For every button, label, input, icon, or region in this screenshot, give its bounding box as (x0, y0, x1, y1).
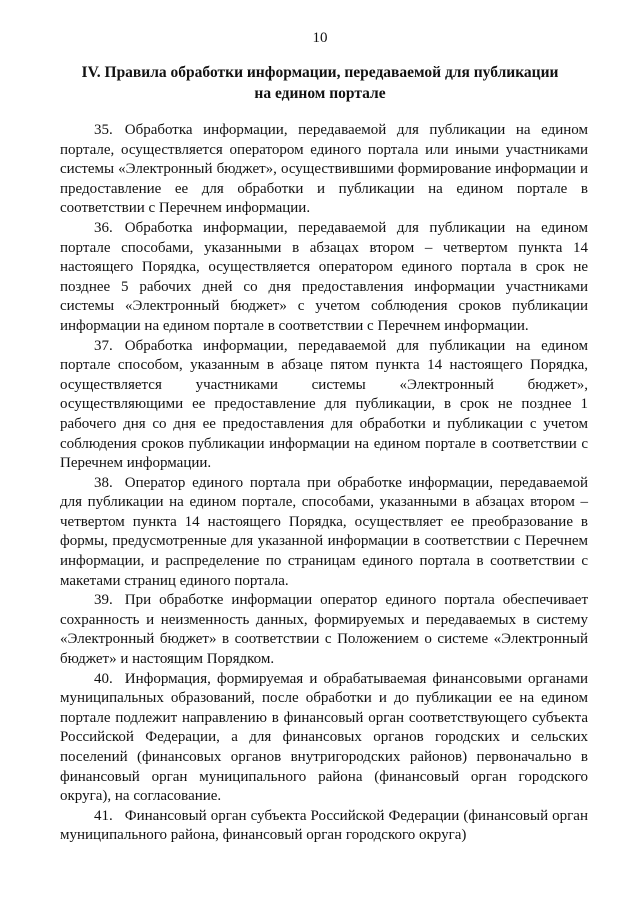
paragraph-text: Оператор единого портала при обработке информации, передаваемой для публикации на едином портале, способами, указанными в абзацах втором – четвертом пункта 14 настоящего Порядка, осуществляет ее преобразование в формы, предусмотренные для указанной информации в соответствии с Перечнем информации, и распределение по страницам единого портала в соответствии с макетами страниц единого портала. (60, 474, 588, 589)
section-title: IV. Правила обработки информации, передаваемой для публикации на едином портале (81, 64, 559, 102)
paragraph-number: 39. (94, 592, 113, 609)
paragraph-number: 40. (94, 670, 113, 687)
document-body (60, 121, 588, 846)
paragraph-number: 35. (94, 122, 113, 138)
paragraph-39 (60, 591, 588, 669)
paragraph-text: Обработка информации, передаваемой для публикации на едином портале, осуществляется оператором единого портала или иными участниками системы «Электронный бюджет», осуществившими формирование информации и предоставление ее для обработки и публикации на едином портале в соответствии с Перечнем информации. (60, 122, 588, 217)
paragraph-number: 36. (94, 219, 113, 236)
paragraph-40 (60, 670, 588, 807)
paragraph-text: Финансовый орган субъекта Российской Федерации (финансовый орган муниципального района, финансовый орган городского округа) (60, 807, 588, 844)
paragraph-text: Информация, формируемая и обрабатываемая финансовыми органами муниципальных образований, после обработки и до публикации ее на едином портале подлежит направлению в финансовый орган соответствующего субъекта Российской Федерации, а для финансовых органов городских и сельских поселений (финансовых органов внутригородских районов) первоначально в финансовый орган муниципального района (финансовый орган городского округа), на согласование. (60, 670, 588, 805)
page-number: 10 (312, 30, 328, 46)
paragraph-text: При обработке информации оператор единого портала обеспечивает сохранность и неизменность данных, формируемых и передаваемых в систему «Электронный бюджет» в соответствии с Положением о системе «Электронный бюджет» и настоящим Порядком. (60, 592, 588, 668)
paragraph-41 (60, 807, 588, 846)
paragraph-38 (60, 474, 588, 592)
paragraph-number: 37. (94, 337, 113, 354)
paragraph-text: Обработка информации, передаваемой для публикации на едином портале способом, указанным в абзаце пятом пункта 14 настоящего Порядка, осуществляется участниками системы «Электронный бюджет», осуществляющими ее предоставление для публикации, в срок не позднее 1 рабочего дня со дня ее предоставления для обработки и публикации с учетом соблюдения сроков публикации информации на едином портале в соответствии с Перечнем информации. (60, 337, 588, 472)
paragraph-35 (60, 121, 588, 219)
paragraph-number: 38. (94, 474, 113, 491)
paragraph-37 (60, 337, 588, 474)
paragraph-36 (60, 219, 588, 337)
paragraph-number: 41. (94, 807, 113, 824)
paragraph-text: Обработка информации, передаваемой для публикации на едином портале способами, указанными в абзацах втором – четвертом пункта 14 настоящего Порядка, осуществляется оператором единого портала в срок не позднее 5 рабочих дней со дня предоставления информации участниками системы «Электронный бюджет» с учетом соблюдения сроков публикации информации на едином портале в соответствии с Перечнем информации. (60, 219, 588, 334)
